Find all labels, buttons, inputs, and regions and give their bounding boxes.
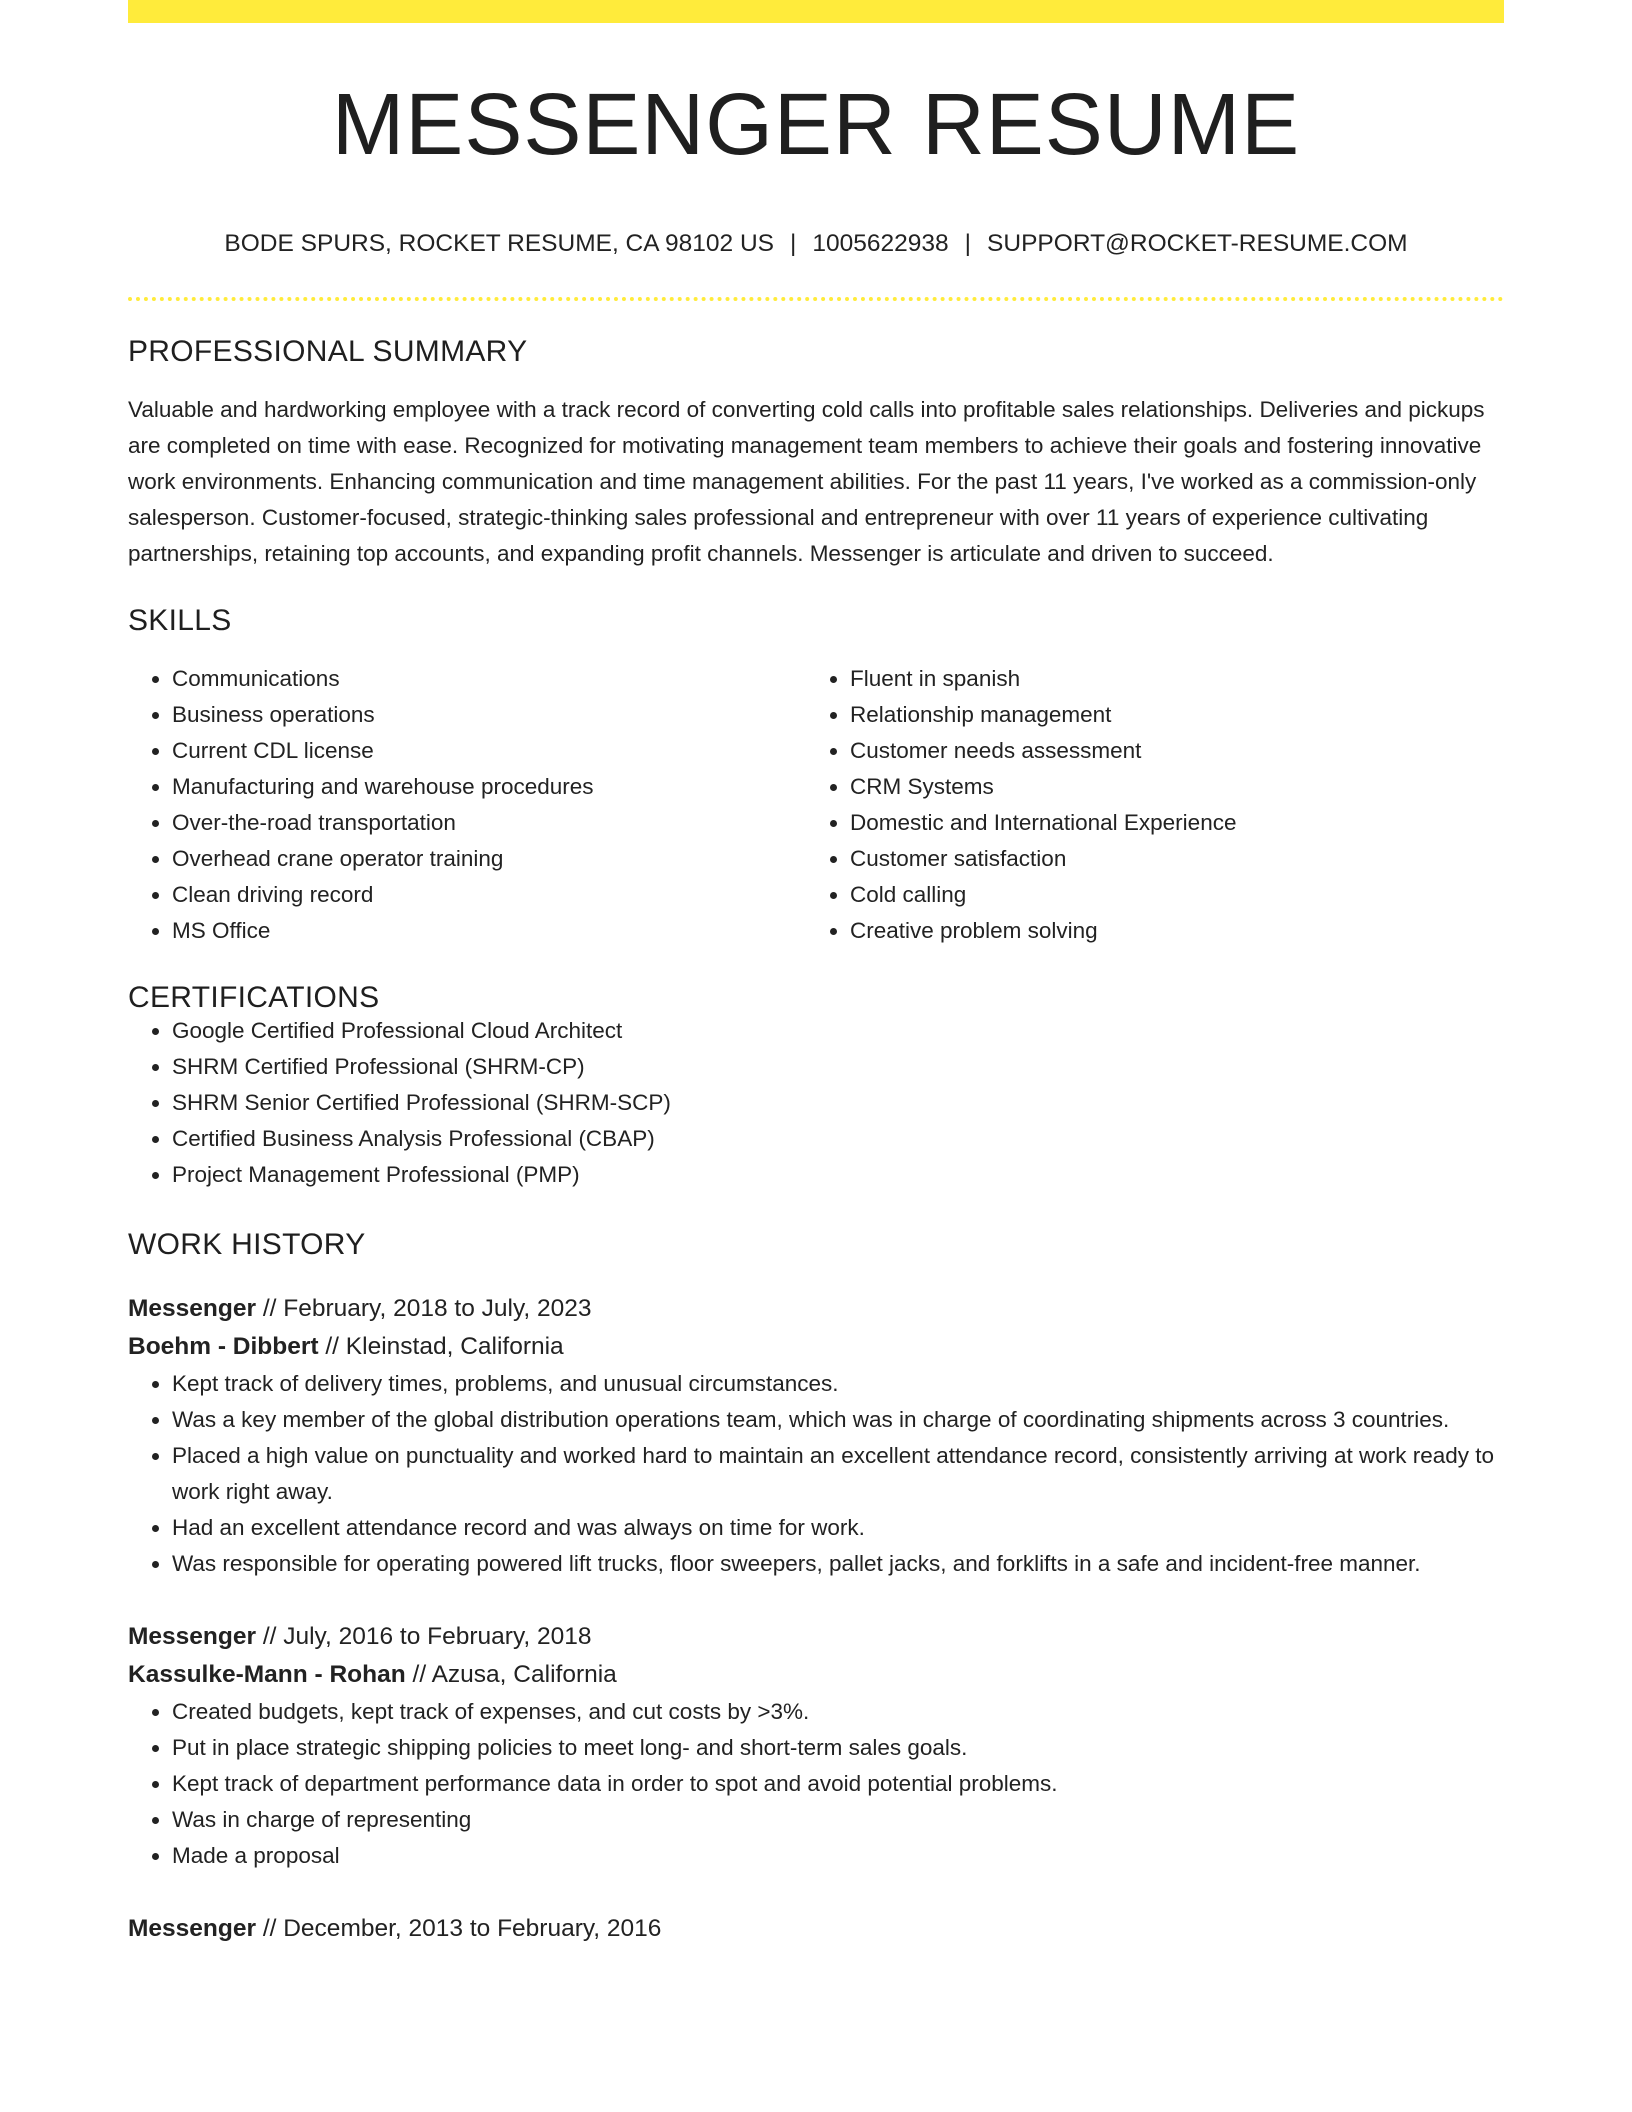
skills-column-left bbox=[128, 661, 806, 949]
job-title-line bbox=[128, 1290, 1504, 1328]
job-company-line bbox=[128, 1656, 1504, 1694]
skills-grid bbox=[128, 661, 1504, 949]
skill-item: • MS Office bbox=[172, 913, 806, 949]
certifications-heading: CERTIFICATIONS bbox=[128, 980, 380, 1014]
job-bullet: • Made a proposal bbox=[172, 1838, 1504, 1874]
skill-item: • Over-the-road transportation bbox=[172, 805, 806, 841]
job-dates: // February, 2018 to July, 2023 bbox=[256, 1294, 592, 1322]
job-bullet: • Was responsible for operating powered lift trucks, floor sweepers, pallet jacks, and forklifts in a safe and incident-free manner. bbox=[172, 1546, 1504, 1582]
job-title-line bbox=[128, 1910, 1504, 1948]
skills-heading: SKILLS bbox=[128, 603, 232, 637]
contact-address: BODE SPURS, ROCKET RESUME, CA 98102 US bbox=[224, 230, 775, 257]
summary-text: Valuable and hardworking employee with a track record of converting cold calls into profitable sales relationships. Deliveries and pickups are completed on time with ease. Recognized for motivating management team members to achieve their goals and fostering innovative work environments. Enhancing communication and time management abilities. For the past 11 years, I've worked as a commission-only salesperson. Customer-focused, strategic-thinking sales professional and entrepreneur with over 11 years of experience cultivating partnerships, retaining top accounts, and expanding profit channels. Messenger is articulate and driven to succeed. bbox=[128, 396, 1485, 566]
skill-item: • Creative problem solving bbox=[850, 913, 1484, 949]
job-bullets bbox=[128, 1366, 1504, 1582]
job-company: Boehm - Dibbert bbox=[128, 1332, 319, 1360]
contact-line bbox=[128, 232, 1504, 257]
job-bullet: • Placed a high value on punctuality and worked hard to maintain an excellent attendance record, consistently arriving at work ready to work right away. bbox=[172, 1438, 1504, 1510]
skills-column-right bbox=[806, 661, 1484, 949]
job-bullet: • Put in place strategic shipping policies to meet long- and short-term sales goals. bbox=[172, 1730, 1504, 1766]
job-bullet: • Had an excellent attendance record and was always on time for work. bbox=[172, 1510, 1504, 1546]
certifications-list bbox=[128, 1013, 1504, 1193]
skill-item: • Business operations bbox=[172, 697, 806, 733]
job-title: Messenger bbox=[128, 1914, 257, 1942]
work-history-heading: WORK HISTORY bbox=[128, 1227, 366, 1261]
skills-list-right bbox=[806, 661, 1484, 949]
job-title-line bbox=[128, 1618, 1504, 1656]
job-title: Messenger bbox=[128, 1622, 257, 1650]
job-dates: // July, 2016 to February, 2018 bbox=[256, 1622, 592, 1650]
skill-item: • Manufacturing and warehouse procedures bbox=[172, 769, 806, 805]
job-entry bbox=[128, 1290, 1504, 1582]
job-company: Kassulke-Mann - Rohan bbox=[128, 1660, 406, 1688]
skill-item: • Communications bbox=[172, 661, 806, 697]
certification-item: • Project Management Professional (PMP) bbox=[172, 1157, 1504, 1193]
job-bullet: • Was in charge of representing bbox=[172, 1802, 1504, 1838]
job-entry bbox=[128, 1618, 1504, 1874]
job-entry bbox=[128, 1910, 1504, 1948]
job-bullet: • Kept track of delivery times, problems, and unusual circumstances. bbox=[172, 1366, 1504, 1402]
skill-item: • Cold calling bbox=[850, 877, 1484, 913]
dotted-divider bbox=[128, 297, 1504, 301]
skill-item: • Customer satisfaction bbox=[850, 841, 1484, 877]
certification-item: • Google Certified Professional Cloud Architect bbox=[172, 1013, 1504, 1049]
certification-item: • Certified Business Analysis Professional (CBAP) bbox=[172, 1121, 1504, 1157]
job-bullet: • Kept track of department performance data in order to spot and avoid potential problems. bbox=[172, 1766, 1504, 1802]
top-accent-bar bbox=[128, 0, 1504, 23]
skill-item: • Relationship management bbox=[850, 697, 1484, 733]
job-company-line bbox=[128, 1328, 1504, 1366]
skill-item: • Overhead crane operator training bbox=[172, 841, 806, 877]
job-title: Messenger bbox=[128, 1294, 257, 1322]
job-location: // Kleinstad, California bbox=[318, 1332, 564, 1360]
skill-item: • Fluent in spanish bbox=[850, 661, 1484, 697]
summary-heading: PROFESSIONAL SUMMARY bbox=[128, 334, 528, 368]
resume-page bbox=[128, 0, 1504, 1948]
skill-item: • Clean driving record bbox=[172, 877, 806, 913]
contact-phone: 1005622938 bbox=[812, 230, 949, 257]
job-bullets bbox=[128, 1694, 1504, 1874]
job-bullet: • Was a key member of the global distribution operations team, which was in charge of coordinating shipments across 3 countries. bbox=[172, 1402, 1504, 1438]
certification-item: • SHRM Certified Professional (SHRM-CP) bbox=[172, 1049, 1504, 1085]
skill-item: • Customer needs assessment bbox=[850, 733, 1484, 769]
skill-item: • Current CDL license bbox=[172, 733, 806, 769]
contact-separator: | bbox=[790, 230, 797, 257]
skill-item: • Domestic and International Experience bbox=[850, 805, 1484, 841]
contact-email: SUPPORT@ROCKET-RESUME.COM bbox=[987, 230, 1408, 257]
job-dates: // December, 2013 to February, 2016 bbox=[256, 1914, 662, 1942]
skills-list-left bbox=[128, 661, 806, 949]
job-bullet: • Created budgets, kept track of expenses, and cut costs by >3%. bbox=[172, 1694, 1504, 1730]
job-location: // Azusa, California bbox=[405, 1660, 617, 1688]
contact-separator: | bbox=[964, 230, 972, 257]
skill-item: • CRM Systems bbox=[850, 769, 1484, 805]
certification-item: • SHRM Senior Certified Professional (SHRM-SCP) bbox=[172, 1085, 1504, 1121]
resume-title: MESSENGER RESUME bbox=[331, 76, 1301, 173]
